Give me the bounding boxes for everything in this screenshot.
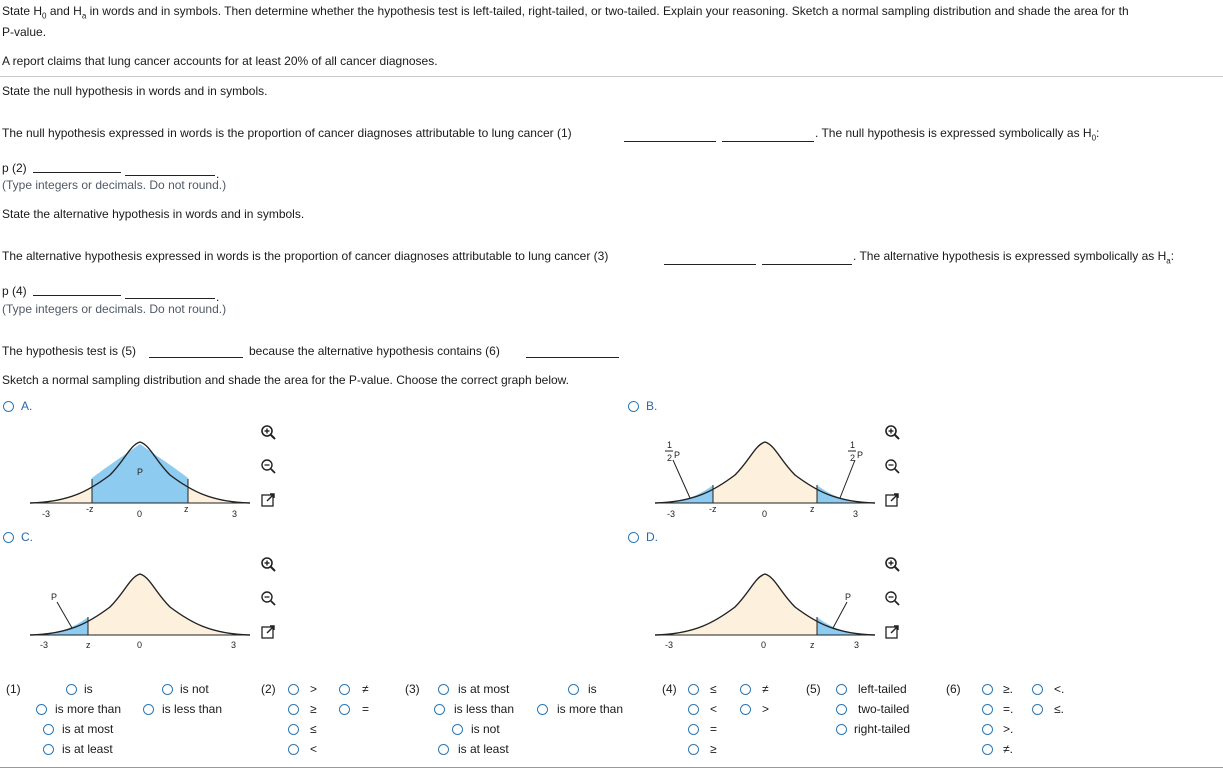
divider — [0, 76, 1223, 77]
d2-radio[interactable] — [339, 704, 350, 715]
d4-option[interactable]: > — [762, 702, 770, 716]
svg-text:1: 1 — [667, 440, 673, 450]
d3-option[interactable]: is more than — [557, 702, 624, 716]
svg-text:P: P — [51, 592, 58, 602]
tick-label: -z — [86, 504, 94, 514]
d4-radio[interactable] — [688, 684, 699, 695]
d3-radio[interactable] — [438, 744, 449, 755]
d3-radio[interactable] — [452, 724, 463, 735]
d5-radio[interactable] — [836, 724, 847, 735]
d1-radio[interactable] — [66, 684, 77, 695]
d2-option[interactable]: < — [310, 742, 318, 756]
sketch-question: Sketch a normal sampling distribution and shade the area for the P-value. Choose the correct graph below. — [2, 373, 569, 387]
svg-text:-3: -3 — [665, 640, 674, 650]
d4-option[interactable]: ≠ — [762, 682, 769, 696]
d5-radio[interactable] — [836, 684, 847, 695]
svg-text:2: 2 — [667, 453, 673, 463]
d1-option[interactable]: is more than — [55, 702, 122, 716]
d1-radio[interactable] — [36, 704, 47, 715]
d3-option[interactable]: is at least — [458, 742, 509, 756]
option-a-label[interactable]: A. — [21, 399, 33, 413]
option-a-radio[interactable] — [3, 401, 14, 412]
test-because: because the alternative hypothesis contains (6) — [249, 344, 500, 358]
d3-radio[interactable] — [438, 684, 449, 695]
dropdown-4-number: (4) — [662, 682, 677, 696]
graph-b — [655, 430, 885, 520]
zoom-in-icon[interactable] — [260, 424, 276, 440]
d4-radio[interactable] — [688, 724, 699, 735]
d6-radio[interactable] — [982, 744, 993, 755]
d1-option[interactable]: is at most — [62, 722, 114, 736]
dropdown-6-number: (6) — [946, 682, 961, 696]
d3-option[interactable]: is — [588, 682, 597, 696]
null-sentence: The null hypothesis expressed in words is the proportion of cancer diagnoses attributable to lung cancer (1) — [2, 126, 572, 140]
option-b-label[interactable]: B. — [646, 399, 658, 413]
d6-option[interactable]: ≥. — [1003, 682, 1013, 696]
svg-text:z: z — [810, 640, 815, 650]
svg-text:z: z — [86, 640, 91, 650]
graph-a — [30, 430, 260, 520]
d1-option[interactable]: is less than — [162, 702, 223, 716]
d3-radio[interactable] — [537, 704, 548, 715]
zoom-in-icon[interactable] — [260, 556, 276, 572]
d6-option[interactable]: ≠. — [1003, 742, 1013, 756]
d6-radio[interactable] — [982, 724, 993, 735]
alt-words-blank[interactable] — [762, 263, 852, 265]
option-b-radio[interactable] — [628, 401, 639, 412]
d1-radio[interactable] — [43, 724, 54, 735]
zoom-out-icon[interactable] — [884, 458, 900, 474]
svg-text:2: 2 — [850, 453, 856, 463]
d1-radio[interactable] — [162, 684, 173, 695]
d1-option[interactable]: is not — [180, 682, 209, 696]
svg-text:0: 0 — [761, 640, 767, 650]
test-prefix: The hypothesis test is (5) — [2, 344, 137, 358]
d4-radio[interactable] — [688, 704, 699, 715]
d3-option[interactable]: is less than — [454, 702, 515, 716]
dropdown-4-blank[interactable] — [33, 294, 121, 296]
d2-radio[interactable] — [288, 704, 299, 715]
null-symbol-text: . The null hypothesis is expressed symbolically as $H_0$: — [815, 126, 1100, 143]
tick-label: 3 — [232, 509, 238, 519]
d4-radio[interactable] — [740, 684, 751, 695]
zoom-out-icon[interactable] — [884, 590, 900, 606]
dropdown-2-blank[interactable] — [33, 171, 121, 173]
d4-option[interactable]: = — [710, 722, 718, 736]
d2-option[interactable]: = — [362, 702, 370, 716]
d1-option[interactable]: is at least — [62, 742, 113, 756]
dropdown-1-number: (1) — [6, 682, 21, 696]
p4-prefix: p (4) — [2, 284, 27, 298]
popout-icon[interactable] — [884, 492, 900, 508]
dropdown-6-blank[interactable] — [526, 356, 619, 358]
d4-option[interactable]: ≥ — [710, 742, 717, 756]
d2-radio[interactable] — [288, 684, 299, 695]
zoom-out-icon[interactable] — [260, 458, 276, 474]
d5-radio[interactable] — [836, 704, 847, 715]
svg-text:-3: -3 — [40, 640, 49, 650]
tick-label: -3 — [42, 509, 51, 519]
svg-text:-z: -z — [709, 504, 717, 514]
type-hint-2: (Type integers or decimals. Do not round.) — [2, 302, 227, 316]
bottom-divider — [0, 767, 1223, 768]
d6-option[interactable]: ≤. — [1054, 702, 1064, 716]
d1-radio[interactable] — [143, 704, 154, 715]
svg-text:3: 3 — [231, 640, 237, 650]
instructions-text: State $H_0$ and $H_a$ in words and in symbols. Then determine whether the hypothesis test is left-tailed, right-tailed, or two-tailed. Explain your reasoning. Sketch a normal sampling distribution and shade the area for th — [2, 4, 1129, 21]
svg-text:P: P — [845, 592, 852, 602]
d3-option[interactable]: is not — [471, 722, 500, 736]
tick-label: 0 — [137, 509, 143, 519]
instructions-line2: P-value. — [2, 25, 47, 39]
d4-option[interactable]: < — [710, 702, 718, 716]
d2-option[interactable]: ≥ — [310, 702, 317, 716]
d5-option[interactable]: two-tailed — [858, 702, 910, 716]
popout-icon[interactable] — [260, 624, 276, 640]
d2-option[interactable]: ≤ — [310, 722, 317, 736]
popout-icon[interactable] — [260, 492, 276, 508]
dropdown-1-blank[interactable] — [624, 140, 716, 142]
d6-option[interactable]: >. — [1003, 722, 1014, 736]
graph-c — [30, 562, 260, 652]
d2-radio[interactable] — [288, 724, 299, 735]
zoom-in-icon[interactable] — [884, 556, 900, 572]
svg-text:0: 0 — [762, 509, 768, 519]
svg-text:3: 3 — [854, 640, 860, 650]
popout-icon[interactable] — [884, 624, 900, 640]
tick-label: z — [184, 504, 189, 514]
svg-text:-3: -3 — [667, 509, 676, 519]
option-c-radio[interactable] — [3, 532, 14, 543]
svg-text:z: z — [810, 504, 815, 514]
svg-text:0: 0 — [137, 640, 143, 650]
d4-radio[interactable] — [740, 704, 751, 715]
d6-option[interactable]: <. — [1054, 682, 1065, 696]
dropdown-3-blank[interactable] — [664, 263, 756, 265]
svg-text:3: 3 — [853, 509, 859, 519]
option-c-label[interactable]: C. — [21, 530, 33, 544]
d2-option[interactable]: > — [310, 682, 318, 696]
d5-option[interactable]: right-tailed — [854, 722, 911, 736]
dropdown-5-blank[interactable] — [149, 356, 243, 358]
d3-radio[interactable] — [434, 704, 445, 715]
d2-option[interactable]: ≠ — [362, 682, 369, 696]
d2-radio[interactable] — [339, 684, 350, 695]
type-hint: (Type integers or decimals. Do not round.) — [2, 178, 227, 192]
p2-prefix: p (2) — [2, 161, 27, 175]
d6-radio[interactable] — [1032, 684, 1043, 695]
dropdown-2-number: (2) — [261, 682, 276, 696]
alt-symbol-text: . The alternative hypothesis is expressed symbolically as $H_a$: — [853, 249, 1175, 266]
option-d-label[interactable]: D. — [646, 530, 658, 544]
d3-option[interactable]: is at most — [458, 682, 510, 696]
d6-radio[interactable] — [982, 704, 993, 715]
d3-radio[interactable] — [568, 684, 579, 695]
d1-option[interactable]: is — [84, 682, 93, 696]
alt-question: State the alternative hypothesis in words and in symbols. — [2, 207, 305, 221]
svg-text:P: P — [674, 450, 681, 460]
d5-option[interactable]: left-tailed — [858, 682, 907, 696]
null-words-blank[interactable] — [722, 140, 814, 142]
d6-option[interactable]: =. — [1003, 702, 1014, 716]
option-d-radio[interactable] — [628, 532, 639, 543]
d2-radio[interactable] — [288, 744, 299, 755]
alt-sentence: The alternative hypothesis expressed in words is the proportion of cancer diagnoses attributable to lung cancer (3) — [2, 249, 609, 263]
p-label: P — [137, 467, 144, 477]
alt-value-input[interactable] — [125, 297, 215, 299]
d6-radio[interactable] — [1032, 704, 1043, 715]
null-question: State the null hypothesis in words and in symbols. — [2, 84, 268, 98]
d4-radio[interactable] — [688, 744, 699, 755]
svg-text:1: 1 — [850, 440, 856, 450]
svg-text:P: P — [857, 450, 864, 460]
d1-radio[interactable] — [43, 744, 54, 755]
d4-option[interactable]: ≤ — [710, 682, 717, 696]
claim-text: A report claims that lung cancer accounts for at least 20% of all cancer diagnoses. — [2, 54, 438, 68]
graph-d — [655, 562, 885, 652]
d6-radio[interactable] — [982, 684, 993, 695]
dropdown-3-number: (3) — [405, 682, 420, 696]
null-value-input[interactable] — [125, 174, 215, 176]
zoom-in-icon[interactable] — [884, 424, 900, 440]
zoom-out-icon[interactable] — [260, 590, 276, 606]
dropdown-5-number: (5) — [806, 682, 821, 696]
